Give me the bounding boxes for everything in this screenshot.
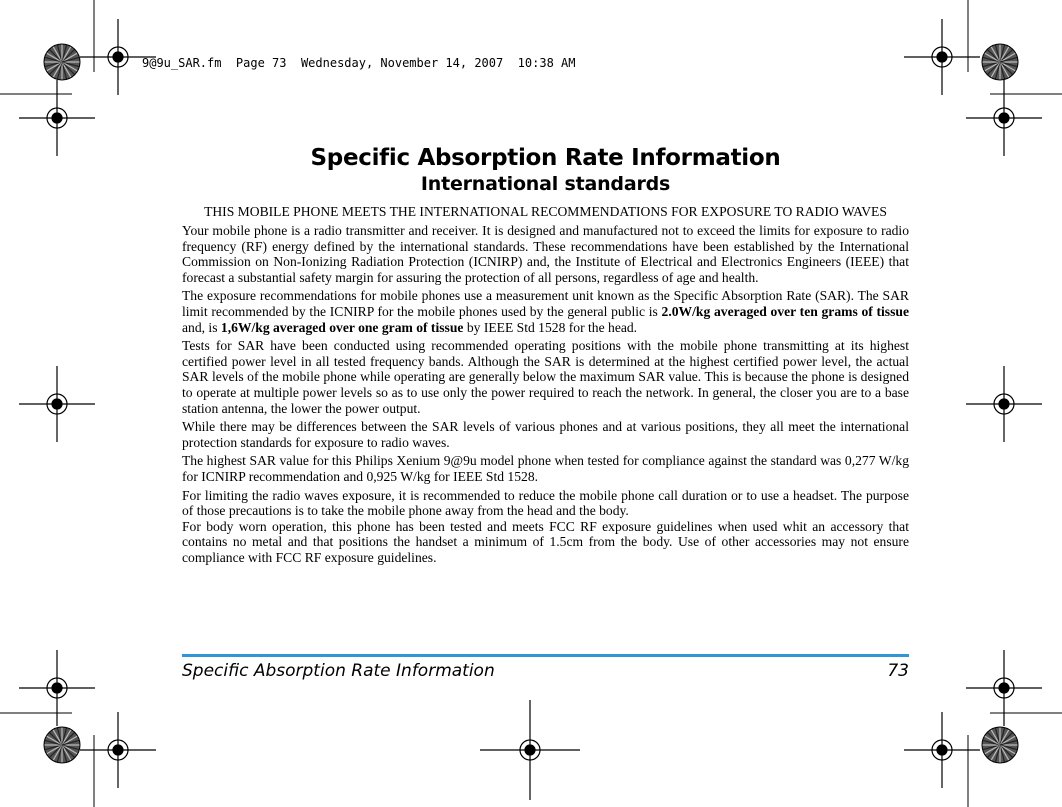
color-star-target-icon [44,727,80,763]
color-star-target-icon [982,727,1018,763]
section-heading: International standards [420,173,671,195]
paragraph-2: The exposure recommendations for mobile phones use a measurement unit known as the Specific Absorption Rate (SAR). The SAR limit recommended by the ICNIRP for the mobile phones used by the general public is 2.0W/kg averaged over ten grams of tissue and, is 1,6W/kg averaged over one gram of tissue by IEEE Std 1528 for the head. [182,288,909,335]
registration-mark-icon [19,366,95,442]
registration-mark-icon [904,712,980,788]
paragraph-6: For limiting the radio waves exposure, it is recommended to reduce the mobile phone call duration or to use a headset. The purpose of those precautions is to take the mobile phone away from the head and the body. [182,487,909,519]
color-star-target-icon [982,44,1018,80]
page-number: 73 [887,661,909,681]
caps-notice: THIS MOBILE PHONE MEETS THE INTERNATIONAL RECOMMENDATIONS FOR EXPOSURE TO RADIO WAVES [204,204,887,219]
registration-mark-icon [904,19,980,95]
paragraph-7: For body worn operation, this phone has been tested and meets FCC RF exposure guidelines when used whit an accessory that contains no metal and that positions the handset a minimum of 1.5cm from the body. Use of other accessories may not ensure compliance with FCC RF exposure guidelines. [182,518,909,565]
registration-mark-icon [80,19,156,95]
registration-mark-icon [19,80,95,156]
print-slug: 9@9u_SAR.fm Page 73 Wednesday, November 14, 2007 10:38 AM [142,56,576,70]
page-title: Specific Absorption Rate Information [310,145,781,171]
paragraph-5: The highest SAR value for this Philips Xenium 9@9u model phone when tested for compliance against the standard was 0,277 W/kg for ICNIRP recommendation and 0,925 W/kg for IEEE Std 1528. [182,453,909,484]
registration-mark-icon [966,80,1042,156]
color-star-target-icon [44,44,80,80]
paragraph-3: Tests for SAR have been conducted using recommended operating positions with the mobile phone transmitting at its highest certified power level in all tested frequency bands. Although the SAR is determined at the highest certified power level, the actual SAR levels of the mobile phone while operating are generally below the maximum SAR value. This is because the phone is designed to operate at multiple power levels so as to use only the power required to reach the network. In general, the closer you are to a base station antenna, the lower the power output. [182,338,909,416]
registration-mark-icon [80,712,156,788]
paragraph-1: Your mobile phone is a radio transmitter and receiver. It is designed and manufactured not to exceed the limits for exposure to radio frequency (RF) energy defined by the international standards. These recommendations have been established by the International Commission on Non-Ionizing Radiation Protection (ICNIRP) and, the Institute of Electrical and Electronics Engineers (IEEE) that forecast a substantial safety margin for assuring the protection of all persons, regardless of age and health. [182,223,909,285]
registration-mark-icon [19,650,95,726]
registration-mark-icon [966,366,1042,442]
registration-mark-icon [966,650,1042,726]
footer-section-title: Specific Absorption Rate Information [182,661,495,681]
paragraph-4: While there may be differences between the SAR levels of various phones and at various positions, they all meet the international protection standards for exposure to radio waves. [182,419,909,450]
page-content [182,143,909,568]
page-footer [182,654,909,682]
registration-mark-icon [480,700,580,800]
